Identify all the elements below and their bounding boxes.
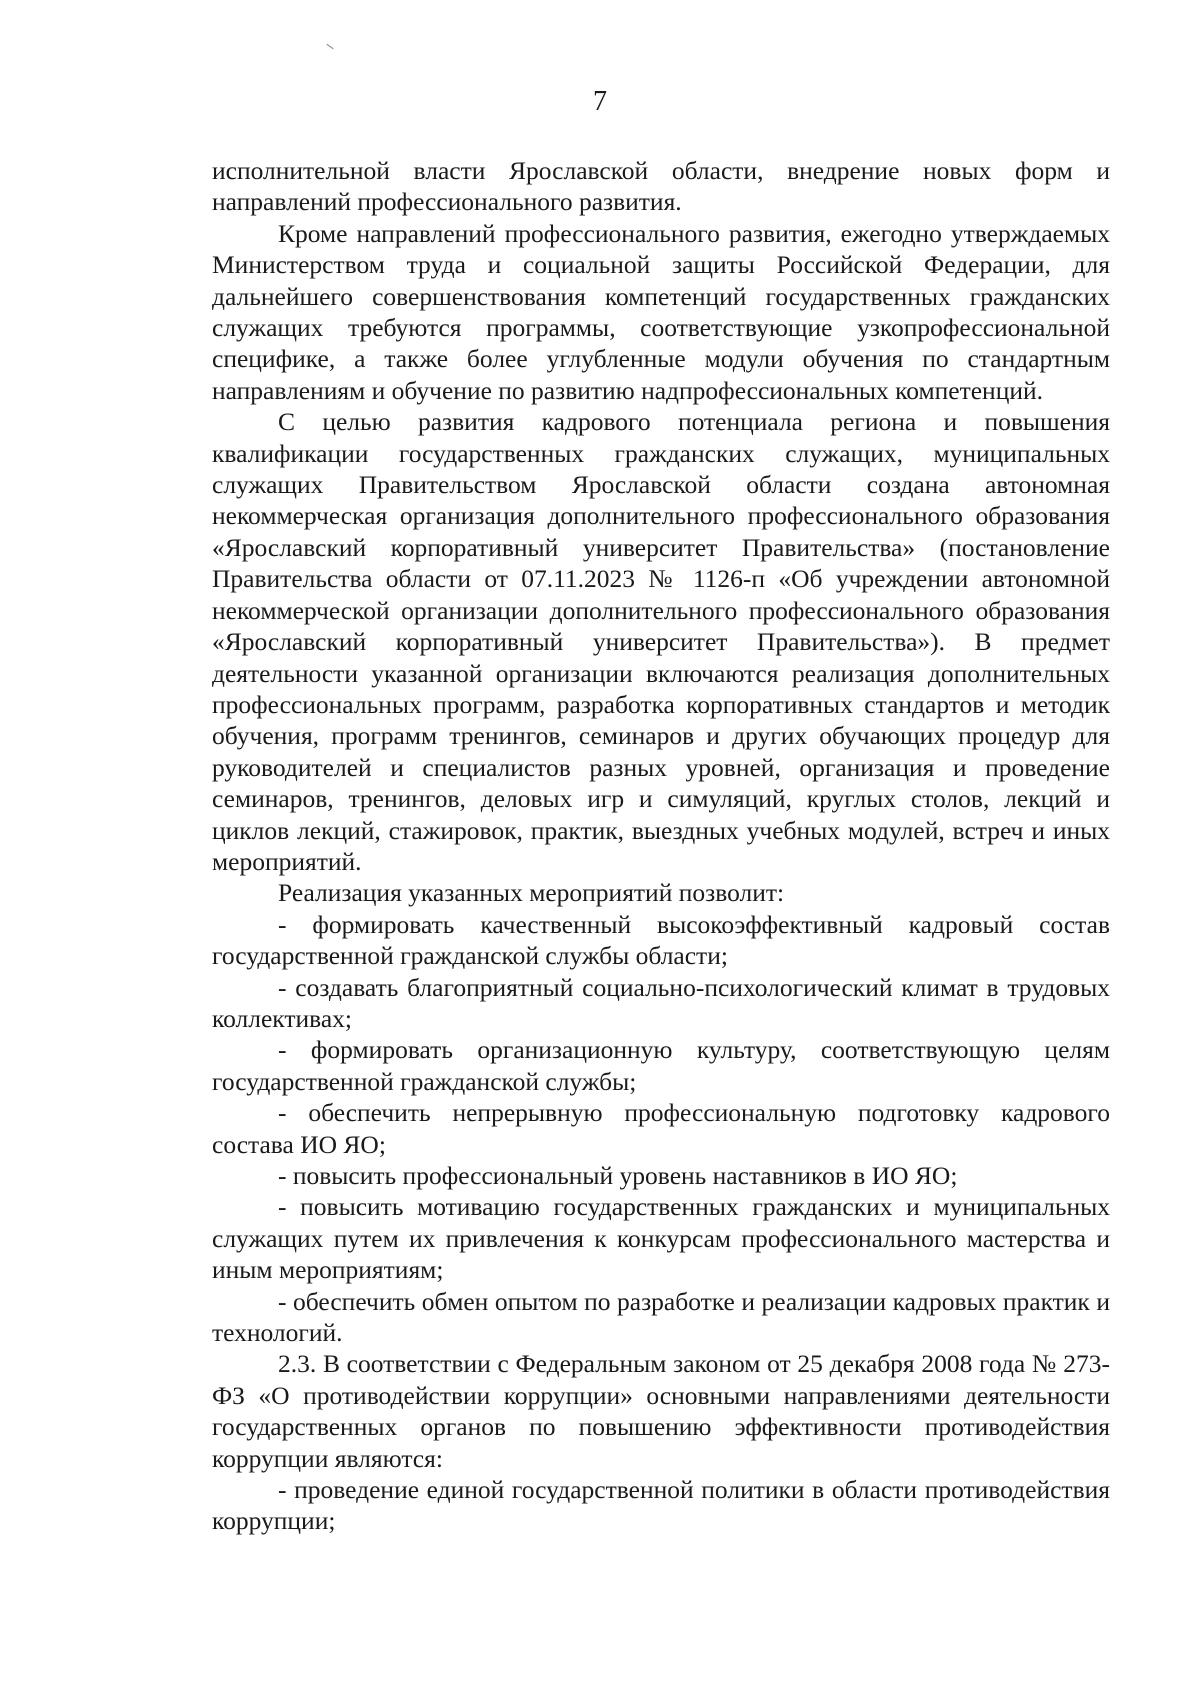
paragraph-list-intro: Реализация указанных мероприятий позволит: — [278, 878, 785, 908]
scan-artifact-mark — [326, 44, 333, 49]
document-body — [212, 155, 1110, 1537]
paragraph-corporate-university: С целью развития кадрового потенциала региона и повышения квалификации государственных гражданских служащих, муниципальных служащих Правительством Ярославской области создана автономная некоммерческая организация дополнительного профессионального образования «Ярославский корпоративный университет Правительства» (постановление Правительства области от 07.11.2023 № 1126-п «Об учреждении автономной некоммерческой организации дополнительного профессионального образования «Ярославский корпоративный университет Правительства»). В предмет деятельности указанной организации включаются реализация дополнительных профессиональных программ, разработка корпоративных стандартов и методик обучения, программ тренингов, семинаров и других обучающих процедур для руководителей и специалистов разных уровней, организация и проведение семинаров, тренингов, деловых игр и симуляций, круглых столов, лекций и циклов лекций, стажировок, практик, выездных учебных модулей, встреч и иных мероприятий. — [212, 407, 1110, 876]
list-item: - повысить профессиональный уровень наставников в ИО ЯО; — [278, 1161, 958, 1190]
list-item: - проведение единой государственной политики в области противодействия коррупции; — [212, 1475, 1110, 1536]
page-number: 7 — [593, 86, 607, 117]
paragraph-section-2-3: 2.3. В соответствии с Федеральным законом от 25 декабря 2008 года № 273-ФЗ «О противодействии коррупции» основными направлениями деятельности государственных органов по повышению эффективности противодействия коррупции являются: — [212, 1349, 1110, 1473]
list-item: - обеспечить непрерывную профессиональную подготовку кадрового состава ИО ЯО; — [212, 1098, 1110, 1159]
list-item: - формировать организационную культуру, соответствующую целям государственной гражданской службы; — [212, 1035, 1110, 1096]
list-item: - повысить мотивацию государственных гражданских и муниципальных служащих путем их привлечения к конкурсам профессионального мастерства и иным мероприятиям; — [212, 1192, 1110, 1285]
list-item: - формировать качественный высокоэффективный кадровый состав государственной гражданской службы области; — [212, 909, 1110, 971]
paragraph-continuation: исполнительной власти Ярославской области, внедрение новых форм и направлений профессионального развития. — [212, 156, 1110, 217]
list-item: - создавать благоприятный социально-психологический климат в трудовых коллективах; — [212, 972, 1110, 1033]
paragraph-professional-development: Кроме направлений профессионального развития, ежегодно утверждаемых Министерством труда и социальной защиты Российской Федерации, для дальнейшего совершенствования компетенций государственных гражданских служащих требуются программы, соответствующие узкопрофессиональной специфике, а также более углубленные модули обучения по стандартным направлениям и обучение по развитию надпрофессиональных компетенций. — [212, 218, 1110, 405]
list-item: - обеспечить обмен опытом по разработке и реализации кадровых практик и технологий. — [212, 1286, 1110, 1348]
